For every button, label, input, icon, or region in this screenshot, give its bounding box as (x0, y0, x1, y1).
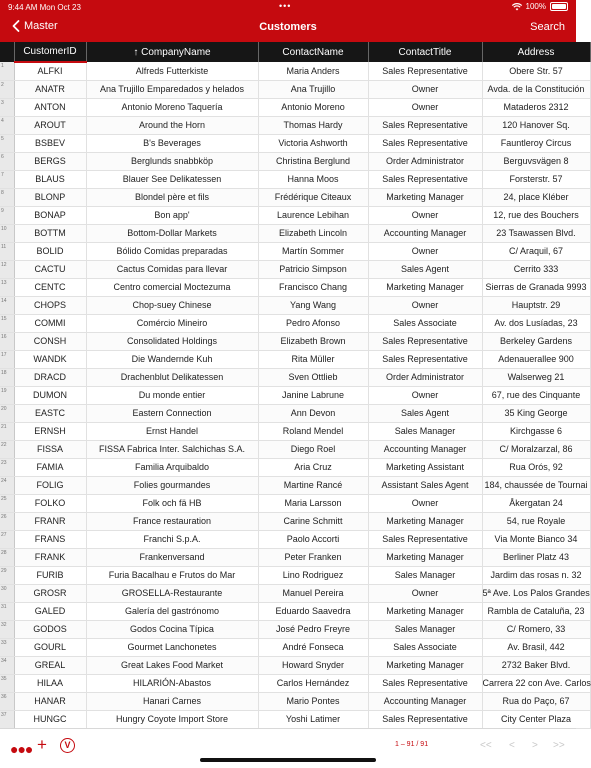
cell-address[interactable]: C/ Araquil, 67 (482, 242, 590, 260)
table-row[interactable] (0, 710, 590, 728)
search-button[interactable]: Search (530, 21, 565, 33)
row-number: 11 (0, 242, 14, 260)
cell-contactname[interactable]: Elizabeth Brown (258, 332, 368, 350)
cell-companyname[interactable]: Hungry Coyote Import Store (86, 710, 258, 728)
cell-address[interactable]: Av. dos Lusíadas, 23 (482, 314, 590, 332)
cell-address[interactable]: 24, place Kléber (482, 188, 590, 206)
cell-contacttitle[interactable]: Accounting Manager (368, 692, 482, 710)
cell-companyname[interactable]: Godos Cocina Típica (86, 620, 258, 638)
home-indicator[interactable] (200, 758, 376, 762)
row-number: 16 (0, 332, 14, 350)
cell-contacttitle[interactable]: Marketing Assistant (368, 458, 482, 476)
row-number: 20 (0, 404, 14, 422)
row-number: 30 (0, 584, 14, 602)
cell-contacttitle[interactable]: Sales Representative (368, 170, 482, 188)
cell-address[interactable]: Rua do Paço, 67 (482, 692, 590, 710)
cell-address[interactable]: 12, rue des Bouchers (482, 206, 590, 224)
cell-companyname[interactable]: Hanari Carnes (86, 692, 258, 710)
cell-customerid[interactable]: FRANR (14, 512, 86, 530)
cell-contacttitle[interactable]: Marketing Manager (368, 512, 482, 530)
cell-contacttitle[interactable]: Sales Representative (368, 674, 482, 692)
cell-address[interactable]: Berkeley Gardens (482, 332, 590, 350)
cell-contacttitle[interactable]: Accounting Manager (368, 224, 482, 242)
cell-address[interactable]: 54, rue Royale (482, 512, 590, 530)
cell-customerid[interactable]: DRACD (14, 368, 86, 386)
table-row[interactable] (0, 134, 590, 152)
plus-icon[interactable]: + (37, 735, 47, 754)
cell-address[interactable]: Sierras de Granada 9993 (482, 278, 590, 296)
cell-address[interactable]: City Center Plaza (482, 710, 590, 728)
cell-customerid[interactable]: DUMON (14, 386, 86, 404)
table-row[interactable] (0, 170, 590, 188)
cell-companyname[interactable]: Gourmet Lanchonetes (86, 638, 258, 656)
cell-customerid[interactable]: GROSR (14, 584, 86, 602)
v-circle-icon[interactable]: V (60, 738, 75, 753)
cell-contactname[interactable]: Janine Labrune (258, 386, 368, 404)
cell-companyname[interactable]: B's Beverages (86, 134, 258, 152)
cell-customerid[interactable]: FAMIA (14, 458, 86, 476)
cell-customerid[interactable]: HUNGC (14, 710, 86, 728)
cell-companyname[interactable]: Blauer See Delikatessen (86, 170, 258, 188)
cell-contactname[interactable]: Elizabeth Lincoln (258, 224, 368, 242)
row-number: 12 (0, 260, 14, 278)
row-number: 3 (0, 98, 14, 116)
row-number: 32 (0, 620, 14, 638)
cell-companyname[interactable]: Blondel père et fils (86, 188, 258, 206)
table-row[interactable] (0, 368, 590, 386)
row-number: 27 (0, 530, 14, 548)
cell-customerid[interactable]: FOLIG (14, 476, 86, 494)
cell-customerid[interactable]: BLAUS (14, 170, 86, 188)
cell-contactname[interactable]: Maria Anders (258, 62, 368, 80)
row-number: 34 (0, 656, 14, 674)
cell-customerid[interactable]: BLONP (14, 188, 86, 206)
cell-companyname[interactable]: GROSELLA-Restaurante (86, 584, 258, 602)
cell-address[interactable]: 120 Hanover Sq. (482, 116, 590, 134)
cell-address[interactable]: Rua Orós, 92 (482, 458, 590, 476)
row-number: 24 (0, 476, 14, 494)
table-row[interactable] (0, 422, 590, 440)
cell-customerid[interactable]: CENTC (14, 278, 86, 296)
cell-companyname[interactable]: Frankenversand (86, 548, 258, 566)
cell-customerid[interactable]: ANATR (14, 80, 86, 98)
row-number: 19 (0, 386, 14, 404)
cell-contactname[interactable]: Yoshi Latimer (258, 710, 368, 728)
table-row[interactable] (0, 494, 590, 512)
cell-contactname[interactable]: Diego Roel (258, 440, 368, 458)
cell-contactname[interactable]: Antonio Moreno (258, 98, 368, 116)
cell-contactname[interactable]: Peter Franken (258, 548, 368, 566)
table-row[interactable] (0, 62, 590, 80)
cell-contactname[interactable]: Francisco Chang (258, 278, 368, 296)
column-header-contacttitle[interactable]: ContactTitle (368, 42, 482, 62)
cell-customerid[interactable]: COMMI (14, 314, 86, 332)
cell-customerid[interactable]: FRANS (14, 530, 86, 548)
cell-customerid[interactable]: FURIB (14, 566, 86, 584)
cell-companyname[interactable]: Drachenblut Delikatessen (86, 368, 258, 386)
customers-table (0, 42, 591, 729)
cell-contactname[interactable]: Laurence Lebihan (258, 206, 368, 224)
table-row[interactable] (0, 188, 590, 206)
cell-contactname[interactable]: Mario Pontes (258, 692, 368, 710)
cell-customerid[interactable]: BOLID (14, 242, 86, 260)
battery-icon (550, 2, 568, 11)
cell-address[interactable]: 35 King George (482, 404, 590, 422)
cell-companyname[interactable]: Around the Horn (86, 116, 258, 134)
table-row[interactable] (0, 638, 590, 656)
cell-address[interactable]: Av. Brasil, 442 (482, 638, 590, 656)
cell-companyname[interactable]: Eastern Connection (86, 404, 258, 422)
cell-companyname[interactable]: Great Lakes Food Market (86, 656, 258, 674)
cell-address[interactable]: Jardim das rosas n. 32 (482, 566, 590, 584)
cell-address[interactable]: Åkergatan 24 (482, 494, 590, 512)
row-number: 2 (0, 80, 14, 98)
table-row[interactable] (0, 350, 590, 368)
cell-companyname[interactable]: Ana Trujillo Emparedados y helados (86, 80, 258, 98)
cell-contacttitle[interactable]: Sales Representative (368, 134, 482, 152)
multitask-dots-icon[interactable]: ••• (279, 1, 292, 11)
table-row[interactable] (0, 386, 590, 404)
cell-contacttitle[interactable]: Marketing Manager (368, 602, 482, 620)
cell-customerid[interactable]: AROUT (14, 116, 86, 134)
cell-customerid[interactable]: BSBEV (14, 134, 86, 152)
back-button-label: Master (24, 20, 58, 32)
cell-address[interactable]: Rambla de Cataluña, 23 (482, 602, 590, 620)
table-row[interactable] (0, 674, 590, 692)
column-header-contactname[interactable]: ContactName (258, 42, 368, 62)
row-number: 33 (0, 638, 14, 656)
row-number: 15 (0, 314, 14, 332)
table-row[interactable] (0, 584, 590, 602)
row-number: 36 (0, 692, 14, 710)
column-header-companyname[interactable]: ↑ CompanyName (86, 42, 258, 62)
table-row[interactable] (0, 602, 590, 620)
cell-contacttitle[interactable]: Order Administrator (368, 368, 482, 386)
table-row[interactable] (0, 476, 590, 494)
cell-companyname[interactable]: FISSA Fabrica Inter. Salchichas S.A. (86, 440, 258, 458)
cell-contactname[interactable]: Ann Devon (258, 404, 368, 422)
cell-contacttitle[interactable]: Sales Representative (368, 710, 482, 728)
cell-address[interactable]: Forsterstr. 57 (482, 170, 590, 188)
cell-companyname[interactable]: Antonio Moreno Taquería (86, 98, 258, 116)
cell-contactname[interactable]: Paolo Accorti (258, 530, 368, 548)
first-page-button[interactable]: << (480, 740, 492, 751)
ellipsis-icon[interactable]: ●●● (10, 741, 33, 757)
row-number: 35 (0, 674, 14, 692)
cell-customerid[interactable]: ERNSH (14, 422, 86, 440)
cell-customerid[interactable]: FOLKO (14, 494, 86, 512)
table-row[interactable] (0, 512, 590, 530)
cell-companyname[interactable]: Du monde entier (86, 386, 258, 404)
cell-customerid[interactable]: GREAL (14, 656, 86, 674)
cell-contactname[interactable]: Carlos Hernández (258, 674, 368, 692)
row-number: 25 (0, 494, 14, 512)
cell-customerid[interactable]: BERGS (14, 152, 86, 170)
table-row[interactable] (0, 278, 590, 296)
cell-contacttitle[interactable]: Sales Associate (368, 314, 482, 332)
row-number: 7 (0, 170, 14, 188)
row-number-header (0, 42, 14, 62)
cell-address[interactable]: Berliner Platz 43 (482, 548, 590, 566)
cell-address[interactable]: C/ Romero, 33 (482, 620, 590, 638)
cell-contactname[interactable]: Victoria Ashworth (258, 134, 368, 152)
cell-contacttitle[interactable]: Owner (368, 386, 482, 404)
cell-contacttitle[interactable]: Sales Agent (368, 404, 482, 422)
cell-contactname[interactable]: Rita Müller (258, 350, 368, 368)
cell-address[interactable]: 184, chaussée de Tournai (482, 476, 590, 494)
table-row[interactable] (0, 548, 590, 566)
row-number: 17 (0, 350, 14, 368)
column-header-customerid[interactable]: CustomerID (14, 42, 86, 62)
cell-contacttitle[interactable]: Owner (368, 80, 482, 98)
cell-address[interactable]: Via Monte Bianco 34 (482, 530, 590, 548)
cell-contactname[interactable]: Carine Schmitt (258, 512, 368, 530)
cell-contacttitle[interactable]: Owner (368, 98, 482, 116)
cell-contacttitle[interactable]: Sales Representative (368, 530, 482, 548)
row-number: 21 (0, 422, 14, 440)
cell-contacttitle[interactable]: Sales Representative (368, 332, 482, 350)
cell-companyname[interactable]: Bottom-Dollar Markets (86, 224, 258, 242)
cell-companyname[interactable]: Alfreds Futterkiste (86, 62, 258, 80)
cell-companyname[interactable]: Folk och fä HB (86, 494, 258, 512)
cell-contactname[interactable]: Aria Cruz (258, 458, 368, 476)
cell-contacttitle[interactable]: Owner (368, 296, 482, 314)
cell-contactname[interactable]: Eduardo Saavedra (258, 602, 368, 620)
cell-contacttitle[interactable]: Sales Representative (368, 116, 482, 134)
cell-companyname[interactable]: Comércio Mineiro (86, 314, 258, 332)
table-row[interactable] (0, 656, 590, 674)
cell-companyname[interactable]: Centro comercial Moctezuma (86, 278, 258, 296)
cell-contacttitle[interactable]: Sales Associate (368, 638, 482, 656)
cell-customerid[interactable]: GODOS (14, 620, 86, 638)
cell-customerid[interactable]: GALED (14, 602, 86, 620)
cell-contacttitle[interactable]: Owner (368, 242, 482, 260)
table-row[interactable] (0, 80, 590, 98)
cell-address[interactable]: Carrera 22 con Ave. Carlos (482, 674, 590, 692)
cell-contacttitle[interactable]: Accounting Manager (368, 440, 482, 458)
cell-contacttitle[interactable]: Assistant Sales Agent (368, 476, 482, 494)
cell-customerid[interactable]: BOTTM (14, 224, 86, 242)
row-number: 18 (0, 368, 14, 386)
bottom-toolbar (0, 728, 576, 768)
cell-customerid[interactable]: ALFKI (14, 62, 86, 80)
cell-address[interactable]: 67, rue des Cinquante (482, 386, 590, 404)
row-number: 23 (0, 458, 14, 476)
cell-customerid[interactable]: FRANK (14, 548, 86, 566)
cell-companyname[interactable]: Berglunds snabbköp (86, 152, 258, 170)
cell-companyname[interactable]: Familia Arquibaldo (86, 458, 258, 476)
cell-address[interactable]: 2732 Baker Blvd. (482, 656, 590, 674)
cell-contacttitle[interactable]: Marketing Manager (368, 548, 482, 566)
cell-address[interactable]: Mataderos 2312 (482, 98, 590, 116)
table-row[interactable] (0, 530, 590, 548)
table-row[interactable] (0, 458, 590, 476)
navigation-bar (0, 14, 576, 42)
table-row[interactable] (0, 206, 590, 224)
cell-contacttitle[interactable]: Owner (368, 206, 482, 224)
cell-address[interactable]: Fauntleroy Circus (482, 134, 590, 152)
cell-contactname[interactable]: Howard Snyder (258, 656, 368, 674)
cell-address[interactable]: C/ Moralzarzal, 86 (482, 440, 590, 458)
row-number: 22 (0, 440, 14, 458)
cell-customerid[interactable]: GOURL (14, 638, 86, 656)
cell-contactname[interactable]: Manuel Pereira (258, 584, 368, 602)
cell-contacttitle[interactable]: Sales Manager (368, 566, 482, 584)
row-number: 6 (0, 152, 14, 170)
table-row[interactable] (0, 314, 590, 332)
table-row[interactable] (0, 224, 590, 242)
cell-customerid[interactable]: ANTON (14, 98, 86, 116)
cell-contactname[interactable]: Patricio Simpson (258, 260, 368, 278)
cell-contactname[interactable]: Pedro Afonso (258, 314, 368, 332)
cell-contactname[interactable]: Ana Trujillo (258, 80, 368, 98)
cell-companyname[interactable]: Furia Bacalhau e Frutos do Mar (86, 566, 258, 584)
cell-customerid[interactable]: HILAA (14, 674, 86, 692)
row-number: 4 (0, 116, 14, 134)
status-right (512, 2, 568, 11)
previous-page-button[interactable]: < (509, 740, 515, 751)
cell-companyname[interactable]: Chop-suey Chinese (86, 296, 258, 314)
cell-companyname[interactable]: France restauration (86, 512, 258, 530)
row-number: 29 (0, 566, 14, 584)
cell-contacttitle[interactable]: Owner (368, 494, 482, 512)
cell-companyname[interactable]: Bólido Comidas preparadas (86, 242, 258, 260)
cell-contacttitle[interactable]: Marketing Manager (368, 656, 482, 674)
cell-companyname[interactable]: Die Wandernde Kuh (86, 350, 258, 368)
cell-customerid[interactable]: FISSA (14, 440, 86, 458)
cell-companyname[interactable]: Franchi S.p.A. (86, 530, 258, 548)
cell-address[interactable]: Adenauerallee 900 (482, 350, 590, 368)
cell-contactname[interactable]: Yang Wang (258, 296, 368, 314)
cell-companyname[interactable]: HILARIÓN-Abastos (86, 674, 258, 692)
table-header-row (0, 42, 590, 62)
cell-companyname[interactable]: Bon app' (86, 206, 258, 224)
table-row[interactable] (0, 692, 590, 710)
last-page-button[interactable]: >> (553, 740, 565, 751)
cell-customerid[interactable]: CHOPS (14, 296, 86, 314)
cell-address[interactable]: 23 Tsawassen Blvd. (482, 224, 590, 242)
next-page-button[interactable]: > (532, 740, 538, 751)
cell-contacttitle[interactable]: Order Administrator (368, 152, 482, 170)
cell-companyname[interactable]: Ernst Handel (86, 422, 258, 440)
record-count: 1 – 91 / 91 (395, 741, 429, 748)
cell-contactname[interactable]: Lino Rodriguez (258, 566, 368, 584)
cell-contactname[interactable]: Roland Mendel (258, 422, 368, 440)
cell-customerid[interactable]: HANAR (14, 692, 86, 710)
cell-contactname[interactable]: Sven Ottlieb (258, 368, 368, 386)
column-header-address[interactable]: Address (482, 42, 590, 62)
row-number: 31 (0, 602, 14, 620)
cell-customerid[interactable]: BONAP (14, 206, 86, 224)
cell-address[interactable]: Avda. de la Constitución (482, 80, 590, 98)
cell-contactname[interactable]: José Pedro Freyre (258, 620, 368, 638)
row-number: 37 (0, 710, 14, 728)
row-number: 26 (0, 512, 14, 530)
cell-customerid[interactable]: WANDK (14, 350, 86, 368)
page-title: Customers (259, 21, 317, 33)
cell-contactname[interactable]: Maria Larsson (258, 494, 368, 512)
table-row[interactable] (0, 404, 590, 422)
cell-address[interactable]: Berguvsvägen 8 (482, 152, 590, 170)
cell-address[interactable]: Cerrito 333 (482, 260, 590, 278)
cell-address[interactable]: Walserweg 21 (482, 368, 590, 386)
cell-customerid[interactable]: EASTC (14, 404, 86, 422)
cell-contacttitle[interactable]: Sales Representative (368, 62, 482, 80)
customers-grid[interactable] (0, 42, 591, 728)
cell-contactname[interactable]: Martine Rancé (258, 476, 368, 494)
wifi-icon (512, 3, 522, 11)
row-number: 8 (0, 188, 14, 206)
row-number: 14 (0, 296, 14, 314)
row-number: 10 (0, 224, 14, 242)
cell-contactname[interactable]: Thomas Hardy (258, 116, 368, 134)
cell-companyname[interactable]: Folies gourmandes (86, 476, 258, 494)
battery-percent: 100% (525, 2, 546, 11)
cell-contactname[interactable]: Hanna Moos (258, 170, 368, 188)
row-number: 1 (0, 62, 14, 80)
row-number: 28 (0, 548, 14, 566)
cell-customerid[interactable]: CACTU (14, 260, 86, 278)
table-row[interactable] (0, 566, 590, 584)
cell-contacttitle[interactable]: Marketing Manager (368, 278, 482, 296)
row-number: 9 (0, 206, 14, 224)
cell-contacttitle[interactable]: Sales Representative (368, 350, 482, 368)
cell-contactname[interactable]: Frédérique Citeaux (258, 188, 368, 206)
status-bar (0, 0, 576, 14)
cell-address[interactable]: 5ª Ave. Los Palos Grandes (482, 584, 590, 602)
row-number: 13 (0, 278, 14, 296)
status-time: 9:44 AM Mon Oct 23 (8, 3, 81, 12)
cell-customerid[interactable]: CONSH (14, 332, 86, 350)
cell-contacttitle[interactable]: Sales Manager (368, 620, 482, 638)
table-row[interactable] (0, 98, 590, 116)
table-row[interactable] (0, 440, 590, 458)
cell-companyname[interactable]: Cactus Comidas para llevar (86, 260, 258, 278)
cell-companyname[interactable]: Galería del gastrónomo (86, 602, 258, 620)
cell-contacttitle[interactable]: Owner (368, 584, 482, 602)
cell-contactname[interactable]: André Fonseca (258, 638, 368, 656)
table-row[interactable] (0, 116, 590, 134)
table-row[interactable] (0, 620, 590, 638)
row-number: 5 (0, 134, 14, 152)
cell-contacttitle[interactable]: Sales Manager (368, 422, 482, 440)
cell-contactname[interactable]: Christina Berglund (258, 152, 368, 170)
table-row[interactable] (0, 152, 590, 170)
cell-companyname[interactable]: Consolidated Holdings (86, 332, 258, 350)
cell-address[interactable]: Kirchgasse 6 (482, 422, 590, 440)
cell-contacttitle[interactable]: Marketing Manager (368, 188, 482, 206)
table-row[interactable] (0, 242, 590, 260)
cell-address[interactable]: Hauptstr. 29 (482, 296, 590, 314)
table-row[interactable] (0, 296, 590, 314)
cell-address[interactable]: Obere Str. 57 (482, 62, 590, 80)
cell-contacttitle[interactable]: Sales Agent (368, 260, 482, 278)
table-row[interactable] (0, 260, 590, 278)
table-row[interactable] (0, 332, 590, 350)
cell-contactname[interactable]: Martín Sommer (258, 242, 368, 260)
